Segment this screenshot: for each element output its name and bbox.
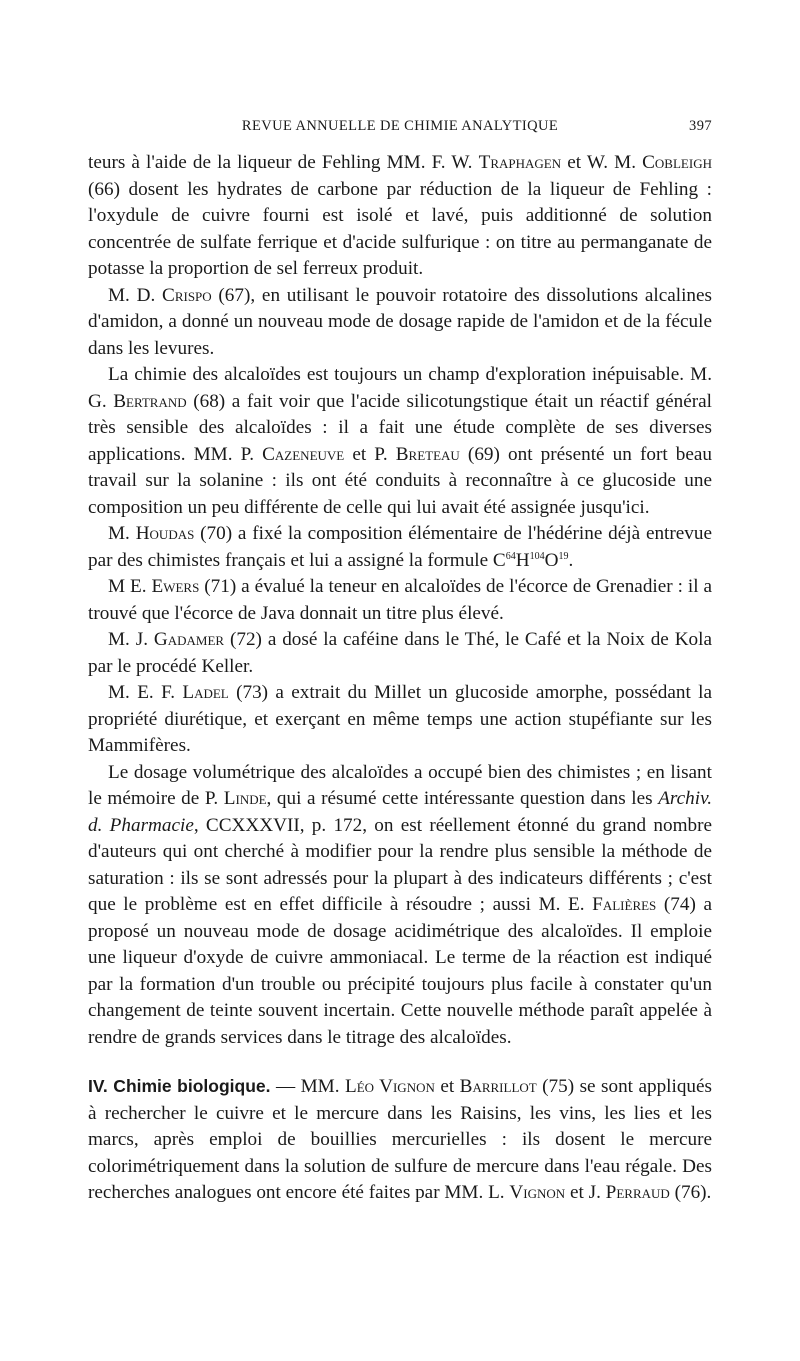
paragraph-millet: M. E. F. Ladel (73) a extrait du Millet un glucoside amorphe, possédant la propriété diurétique, et exerçant en même temps une action stupéfiante sur les Mammifères. bbox=[88, 682, 712, 756]
author-name: Falières bbox=[592, 894, 657, 915]
author-name: Ladel bbox=[182, 682, 229, 703]
formula-subscript: 64 bbox=[505, 550, 516, 562]
author-name: Vignon bbox=[509, 1182, 566, 1203]
author-name: Linde bbox=[223, 788, 267, 809]
journal-citation: Archiv. d. Pharmacie bbox=[88, 788, 712, 836]
author-name: Gadamer bbox=[153, 629, 225, 650]
section-chimie-biologique: IV. Chimie biologique. — MM. Léo Vignon et Barrillot (75) se sont appliqués à rechercher le cuivre et le mercure dans les Raisins, les vins, les lies et les marcs, après emploi de bouillies mercurielles : ils dosent le mercure colorimétriquement dans la solution de sulfure de mercure dans l'eau régale. Des recherches analogues ont encore été faites par MM. L. Vignon et J. Perraud (76). bbox=[88, 1076, 712, 1203]
paragraph-fehling: teurs à l'aide de la liqueur de Fehling MM. F. W. Traphagen et W. M. Cobleigh (66) dosent les hydrates de carbone par réduction de la liqueur de Fehling : l'oxydule de cuivre fourni est isolé et lavé, puis additionné de solution concentrée de sulfate ferrique et d'acide sulfurique : on titre au permanganate de potasse la proportion de sel ferreux produit. bbox=[88, 152, 712, 279]
paragraph-alcaloides: La chimie des alcaloïdes est toujours un champ d'exploration inépuisable. M. G. Bertrand (68) a fait voir que l'acide silicotungstique était un réactif général très sensible des alcaloïdes : il a fait une étude complète de ses diverses applications. MM. P. Cazeneuve et P. Breteau (69) ont présenté un fort beau travail sur la solanine : ils ont été conduits à reconnaître à ce glucoside une composition un peu différente de celle qui lui avait été assignée jusqu'ici. bbox=[88, 364, 712, 518]
author-name: Breteau bbox=[395, 443, 460, 465]
journal-title: REVUE ANNUELLE DE CHIMIE ANALYTIQUE bbox=[241, 118, 559, 134]
author-name: Barrillot bbox=[459, 1076, 537, 1097]
formula-subscript: 104 bbox=[529, 550, 545, 562]
author-name: Bertrand bbox=[113, 390, 187, 412]
author-name: Houdas bbox=[135, 523, 195, 544]
formula-subscript: 19 bbox=[558, 550, 569, 562]
author-name: Ewers bbox=[151, 576, 200, 597]
running-header bbox=[88, 118, 712, 138]
author-name: Cobleigh bbox=[642, 152, 712, 173]
paragraph-cafeine: M. J. Gadamer (72) a dosé la caféine dans le Thé, le Café et la Noix de Kola par le procédé Keller. bbox=[88, 629, 712, 677]
author-name: Perraud bbox=[605, 1182, 670, 1203]
page-number: 397 bbox=[689, 118, 712, 134]
paragraph-dosage-volumetrique: Le dosage volumétrique des alcaloïdes a occupé bien des chimistes ; en lisant le mémoire de P. Linde, qui a résumé cette intéressante question dans les Archiv. d. Pharmacie, CCXXXVII, p. 172, on est réellement étonné du grand nombre d'auteurs qui ont cherché à modifier pour la rendre plus sensible la méthode de saturation : ils se sont adressés pour la plupart à des indicateurs différents ; c'est que le problème est en effet difficile à résoudre ; aussi M. E. Falières (74) a proposé un nouveau mode de dosage acidimétrique des alcaloïdes. Il emploie une liqueur d'oxyde de cuivre ammoniacal. Le terme de la réaction est indiqué par la formation d'un trouble ou précipité toujours plus facile à constater qu'un changement de teinte souvent incertain. Cette nouvelle méthode paraît appelée à rendre de grands services dans le titrage des alcaloïdes. bbox=[88, 761, 712, 1048]
author-name: Crispo bbox=[162, 284, 212, 306]
paragraph-amidon: M. D. Crispo (67), en utilisant le pouvoir rotatoire des dissolutions alcalines d'amidon, a donné un nouveau mode de dosage rapide de l'amidon et de la fécule dans les levures. bbox=[88, 284, 713, 359]
paragraph-grenadier: M E. Ewers (71) a évalué la teneur en alcaloïdes de l'écorce de Grenadier : il a trouvé que l'écorce de Java donnait un titre plus élevé. bbox=[88, 576, 713, 624]
paragraph-hederine: M. Houdas (70) a fixé la composition élémentaire de l'hédérine déjà entrevue par des chimistes français et lui a assigné la formule $C^{64}H^{104}O^{19}$. bbox=[88, 523, 712, 571]
author-name: Cazeneuve bbox=[262, 443, 345, 465]
article-body bbox=[88, 150, 712, 1207]
author-name: Traphagen bbox=[478, 152, 562, 173]
section-heading: IV. Chimie biologique. bbox=[88, 1076, 271, 1096]
author-name: Léo Vignon bbox=[344, 1076, 435, 1097]
